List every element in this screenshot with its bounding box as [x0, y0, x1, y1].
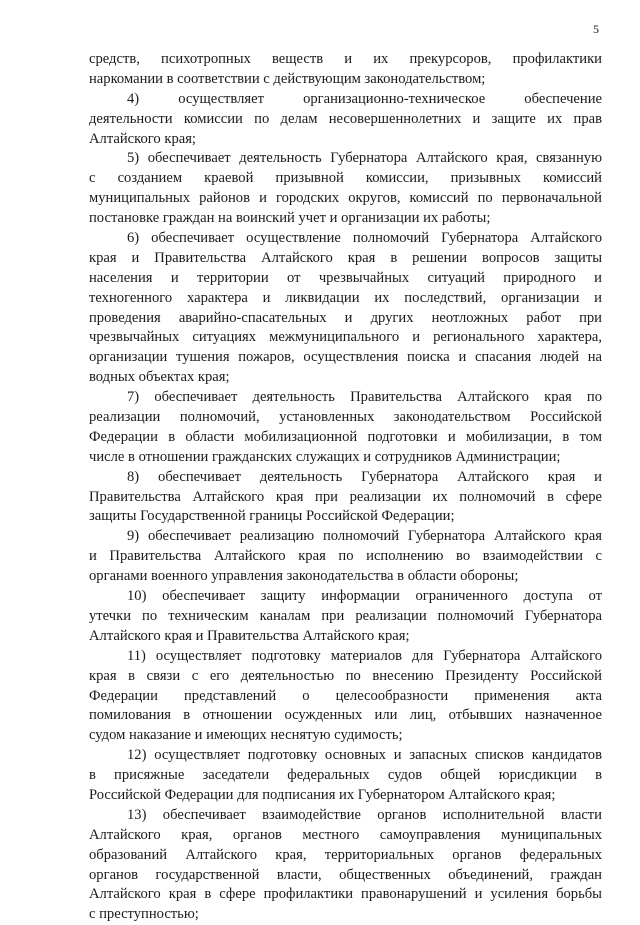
- text-line: населения и территории от чрезвычайных ситуаций природного и: [89, 269, 602, 286]
- text-line: средств, психотропных веществ и их прекурсоров, профилактики: [89, 51, 602, 67]
- text-line: 12) осуществляет подготовку основных и запасных списков кандидатов: [127, 747, 602, 764]
- text-line: водных объектах края;: [89, 369, 230, 386]
- text-line: Федерации представлений о целесообразности применения акта: [89, 687, 602, 704]
- text-line: 4) осуществляет организационно-техническое обеспечение: [127, 90, 602, 107]
- text-line: органов государственной власти, общественных объединений, граждан: [89, 866, 602, 883]
- text-line: техногенного характера и ликвидации их последствий, организации и: [89, 289, 602, 306]
- text-line: 5) обеспечивает деятельность Губернатора Алтайского края, связанную: [127, 150, 602, 167]
- text-line: Алтайского края, органов местного самоуправления муниципальных: [89, 826, 602, 843]
- text-line: органами военного управления законодательства в области обороны;: [89, 568, 519, 585]
- text-line: проведения аварийно-спасательных и других неотложных работ при: [89, 309, 602, 326]
- text-line: 6) обеспечивает осуществление полномочий Губернатора Алтайского: [127, 230, 602, 247]
- text-line: 7) обеспечивает деятельность Правительства Алтайского края по: [127, 389, 602, 406]
- page-number: 5: [593, 22, 599, 36]
- text-line: с созданием краевой призывной комиссии, призывных комиссий: [89, 170, 602, 187]
- document-body: [89, 50, 602, 925]
- text-line: Алтайского края в сфере профилактики правонарушений и усиления борьбы: [89, 886, 602, 903]
- text-line: Федерации в области мобилизационной подготовки и мобилизации, в том: [89, 428, 602, 445]
- text-line: Алтайского края;: [89, 130, 196, 147]
- text-line: наркомании в соответствии с действующим законодательством;: [89, 70, 486, 87]
- text-line: Российской Федерации для подписания их Губернатором Алтайского края;: [89, 786, 556, 803]
- text-line: образований Алтайского края, территориальных органов федеральных: [89, 846, 602, 863]
- text-line: 8) обеспечивает деятельность Губернатора Алтайского края и: [127, 468, 602, 485]
- text-line: Алтайского края и Правительства Алтайского края;: [89, 627, 410, 644]
- text-line: муниципальных районов и городских округов, комиссий по первоначальной: [89, 190, 602, 207]
- text-line: 10) обеспечивает защиту информации ограниченного доступа от: [127, 588, 602, 605]
- text-line: и Правительства Алтайского края по исполнению во взаимодействии с: [89, 548, 602, 565]
- text-line: края и Правительства Алтайского края в решении вопросов защиты: [89, 249, 602, 266]
- text-line: помилования в отношении осужденных или лиц, отбывших назначенное: [89, 707, 602, 724]
- text-line: 11) осуществляет подготовку материалов для Губернатора Алтайского: [127, 647, 602, 664]
- text-line: в присяжные заседатели федеральных судов общей юрисдикции в: [89, 767, 602, 784]
- text-line: 13) обеспечивает взаимодействие органов исполнительной власти: [127, 806, 602, 823]
- text-line: числе в отношении гражданских служащих и сотрудников Администрации;: [89, 448, 561, 465]
- text-line: защиты Государственной границы Российской Федерации;: [89, 508, 455, 525]
- text-line: с преступностью;: [89, 906, 199, 923]
- text-line: утечки по техническим каналам при реализации полномочий Губернатора: [89, 607, 602, 624]
- text-line: постановке граждан на воинский учет и организации их работы;: [89, 210, 491, 227]
- text-line: 9) обеспечивает реализацию полномочий Губернатора Алтайского края: [127, 528, 602, 545]
- text-line: судом наказание и имеющих неснятую судимость;: [89, 727, 403, 744]
- text-line: реализации полномочий, установленных законодательством Российской: [89, 409, 602, 426]
- text-line: чрезвычайных ситуациях межмуниципального и регионального характера,: [89, 329, 602, 346]
- text-line: Правительства Алтайского края при реализации их полномочий в сфере: [89, 488, 602, 505]
- text-line: организации тушения пожаров, осуществления поиска и спасания людей на: [89, 349, 602, 366]
- text-line: края в связи с его деятельностью по внесению Президенту Российской: [89, 667, 602, 684]
- text-line: деятельности комиссии по делам несовершеннолетних и защите их прав: [89, 110, 602, 127]
